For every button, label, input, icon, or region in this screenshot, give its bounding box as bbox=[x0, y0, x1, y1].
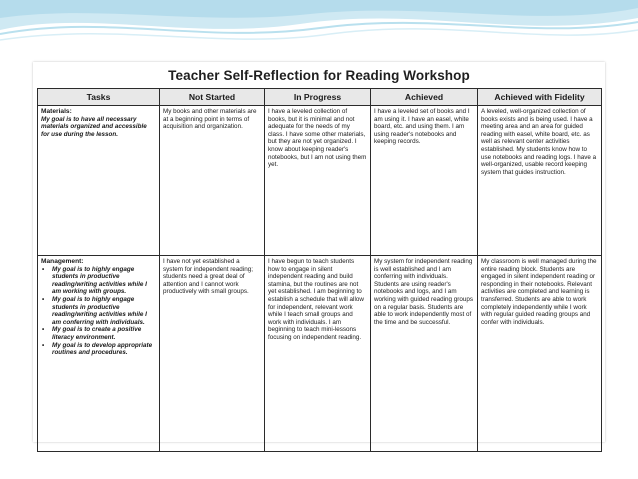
slide-header-decoration bbox=[0, 0, 638, 60]
cell-not-started: I have not yet established a system for independent reading; students need a great deal of attention and I cannot work productively with small groups. bbox=[160, 256, 265, 452]
table-row-materials bbox=[38, 106, 602, 256]
header-not-started: Not Started bbox=[160, 89, 265, 106]
task-cell-materials bbox=[38, 106, 160, 256]
rubric-table bbox=[37, 88, 602, 452]
task-heading: Materials: bbox=[41, 108, 72, 115]
task-heading: Management: bbox=[41, 258, 84, 265]
header-achieved-with-fidelity: Achieved with Fidelity bbox=[478, 89, 602, 106]
header-row bbox=[38, 89, 602, 106]
cell-in-progress: I have a leveled collection of books, but it is minimal and not adequate for the needs of my class. I have some other materials, but they are not yet organized. I know about keeping reader's notebooks, but I am not using them yet. bbox=[265, 106, 371, 256]
header-achieved: Achieved bbox=[371, 89, 478, 106]
cell-achieved: I have a leveled set of books and I am using it. I have an easel, white board, etc. and using them. I am using reader's notebooks and keeping records. bbox=[371, 106, 478, 256]
cell-not-started: My books and other materials are at a beginning point in terms of acquisition and organization. bbox=[160, 106, 265, 256]
cell-in-progress: I have begun to teach students how to engage in silent independent reading and build stamina, but the routines are not yet established. I am beginning to establish a schedule that will allow for independent, relevant work while I teach small groups and work with individuals. I am beginning to teach mini-lessons focusing on independent reading. bbox=[265, 256, 371, 452]
table-row-management bbox=[38, 256, 602, 452]
task-cell-management bbox=[38, 256, 160, 452]
header-in-progress: In Progress bbox=[265, 89, 371, 106]
goal-list bbox=[41, 266, 156, 357]
cell-achieved-with-fidelity: My classroom is well managed during the entire reading block. Students are engaged in silent independent reading or responding in their notebooks. Relevant activities are completed and learning is transferred. Students are able to work completely independently while I work with regular guided reading groups and confer with individuals. bbox=[478, 256, 602, 452]
header-tasks: Tasks bbox=[38, 89, 160, 106]
goal-item: • My goal is to create a positive literacy environment. bbox=[52, 326, 156, 341]
cell-achieved-with-fidelity: A leveled, well-organized collection of books exists and is being used. I have a meeting area and an area for guided reading with easel, white board, etc. as well as relevant center activities established. My students know how to use notebooks and reading logs. I have a well-organized, usable record keeping system that guides instruction. bbox=[478, 106, 602, 256]
goal-item: • My goal is to highly engage students in productive reading/writing activities while I am working with groups. bbox=[52, 266, 156, 296]
goal-item: • My goal is to highly engage students in productive reading/writing activities while I am conferring with individuals. bbox=[52, 296, 156, 326]
task-goal: My goal is to have all necessary materials organized and accessible for use during the lesson. bbox=[41, 115, 147, 138]
document-title: Teacher Self-Reflection for Reading Workshop bbox=[168, 68, 470, 83]
goal-item: • My goal is to develop appropriate routines and procedures. bbox=[52, 342, 156, 357]
cell-achieved: My system for independent reading is well established and I am conferring with individuals. Students are using reader's notebooks and logs, and I am working with guided reading groups on a regular basis. Students are able to work independently most of the time and be successful. bbox=[371, 256, 478, 452]
